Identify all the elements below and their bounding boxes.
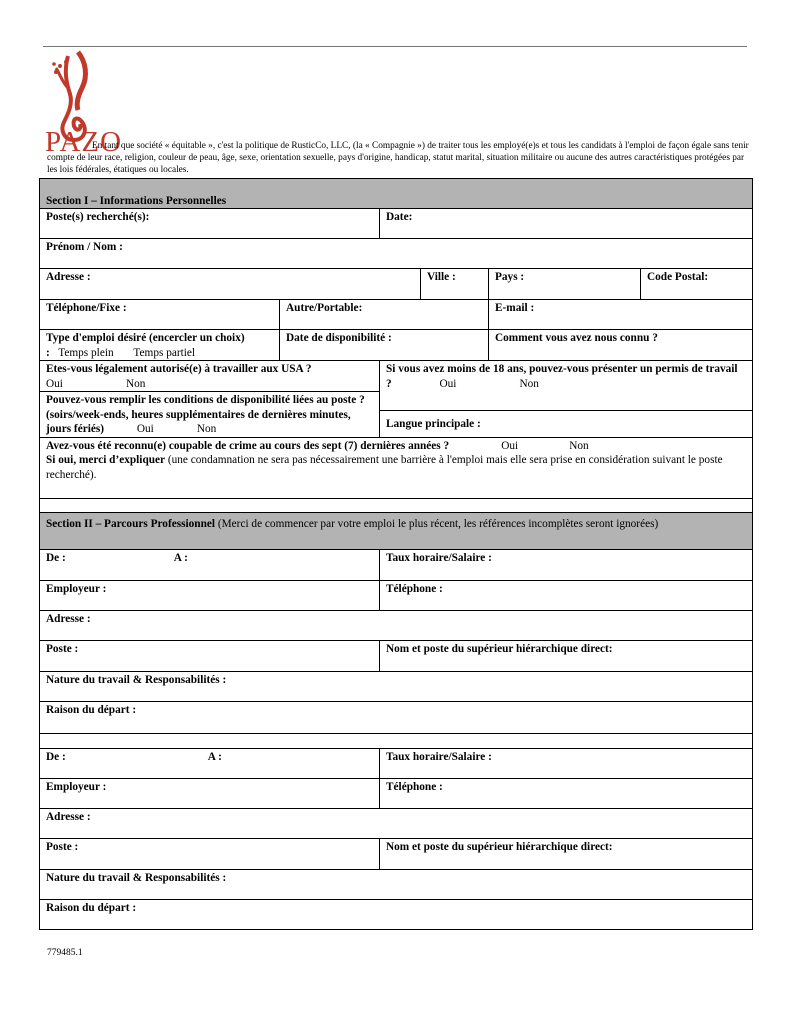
- job2-superieur[interactable]: Nom et poste du supérieur hiérarchique direct:: [380, 839, 753, 870]
- adresse-field[interactable]: Adresse :: [40, 269, 421, 300]
- crime-oui[interactable]: Oui: [501, 439, 519, 452]
- option-temps-plein[interactable]: Temps plein: [58, 346, 114, 359]
- job2-dates[interactable]: De : A :: [40, 749, 380, 779]
- pays-field[interactable]: Pays :: [489, 269, 641, 300]
- prenom-nom-field[interactable]: Prénom / Nom :: [40, 239, 753, 269]
- job2-taux[interactable]: Taux horaire/Salaire :: [380, 749, 753, 779]
- langue-field[interactable]: Langue principale :: [380, 411, 753, 437]
- ville-field[interactable]: Ville :: [421, 269, 489, 300]
- autorise-non[interactable]: Non: [126, 377, 146, 390]
- job2-poste[interactable]: Poste :: [40, 839, 380, 870]
- job1-dates[interactable]: De : A :: [40, 550, 380, 581]
- autorise-question: Etes-vous légalement autorisé(e) à travailler aux USA ? Oui Non: [40, 361, 380, 392]
- document-id: 779485.1: [47, 948, 83, 958]
- job1-taux[interactable]: Taux horaire/Salaire :: [380, 550, 753, 581]
- code-postal-field[interactable]: Code Postal:: [641, 269, 753, 300]
- conditions-oui[interactable]: Oui: [136, 423, 154, 435]
- job2-nature[interactable]: Nature du travail & Responsabilités :: [40, 870, 753, 900]
- job1-superieur[interactable]: Nom et poste du supérieur hiérarchique direct:: [380, 641, 753, 672]
- brand-name: PAZO: [45, 126, 123, 158]
- section2-table: [39, 512, 753, 930]
- telephone-field[interactable]: Téléphone/Fixe :: [40, 300, 280, 330]
- conditions-question: Pouvez-vous remplir les conditions de disponibilité liées au poste ? (soirs/week-ends, heures supplémentaires de dernières minutes, jours fériés) Oui Non: [40, 392, 380, 438]
- conditions-non[interactable]: Non: [196, 423, 217, 435]
- job-spacer: [40, 734, 753, 749]
- job1-raison[interactable]: Raison du départ :: [40, 702, 753, 734]
- job2-employeur[interactable]: Employeur :: [40, 779, 380, 809]
- job1-telephone[interactable]: Téléphone :: [380, 581, 753, 611]
- email-field[interactable]: E-mail :: [489, 300, 753, 330]
- autorise-oui[interactable]: Oui: [46, 377, 63, 390]
- type-emploi-field[interactable]: Type d'emploi désiré (encercler un choix) : Temps plein Temps partiel: [40, 330, 280, 361]
- poste-field[interactable]: Poste(s) recherché(s):: [40, 209, 380, 239]
- section2-title: Section II – Parcours Professionnel (Merci de commencer par votre emploi le plus récent, les références incomplètes seront ignorées): [40, 513, 753, 550]
- job1-adresse[interactable]: Adresse :: [40, 611, 753, 641]
- section1-spacer: [40, 498, 753, 513]
- date-field[interactable]: Date:: [380, 209, 753, 239]
- disponibilite-field[interactable]: Date de disponibilité :: [280, 330, 489, 361]
- job2-adresse[interactable]: Adresse :: [40, 809, 753, 839]
- top-rule: [43, 46, 747, 47]
- section1-table: [39, 178, 753, 514]
- connu-field[interactable]: Comment vous avez nous connu ?: [489, 330, 753, 361]
- option-temps-partiel[interactable]: Temps partiel: [133, 346, 196, 359]
- intro-text: En tant que société « équitable », c'est la politique de RusticCo, LLC, (la « Compagnie ») de traiter tous les employé(e)s et tous les candidats à l'emploi de façon égale sans tenir compte de leur race, religion, couleur de peau, âge, sexe, orientation sexuelle, pays d'origine, handicap, statut marital, situation militaire ou aucune des autres caractéristiques protégées par les lois fédérales, étatiques ou locales.: [47, 141, 749, 175]
- crime-non[interactable]: Non: [569, 439, 589, 452]
- section1-title: Section I – Informations Personnelles: [40, 179, 753, 209]
- portable-field[interactable]: Autre/Portable:: [280, 300, 489, 330]
- moins18-oui[interactable]: Oui: [439, 377, 457, 390]
- job2-raison[interactable]: Raison du départ :: [40, 900, 753, 930]
- job2-telephone[interactable]: Téléphone :: [380, 779, 753, 809]
- moins18-question: Si vous avez moins de 18 ans, pouvez-vous présenter un permis de travail ? Oui Non: [380, 361, 753, 411]
- moins18-non[interactable]: Non: [519, 377, 539, 390]
- job1-employeur[interactable]: Employeur :: [40, 581, 380, 611]
- crime-question: Avez-vous été reconnu(e) coupable de crime au cours des sept (7) dernières années ? Oui Non Si oui, merci d’expliquer (une condamnation ne sera pas nécessairement une barrière à l'emploi mais elle sera prise en considération suivant le poste recherché).: [40, 437, 753, 498]
- job1-nature[interactable]: Nature du travail & Responsabilités :: [40, 672, 753, 702]
- job1-poste[interactable]: Poste :: [40, 641, 380, 672]
